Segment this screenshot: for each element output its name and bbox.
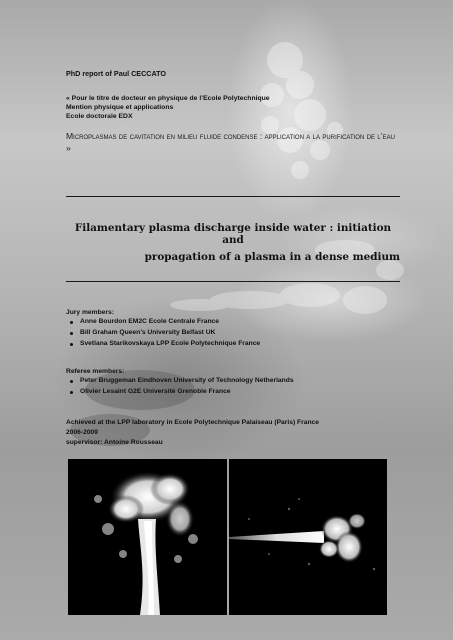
jury-heading: Jury members: (66, 309, 114, 316)
plasma-photo-left (68, 459, 227, 615)
author-line: PhD report of Paul CECCATO (66, 69, 166, 78)
jury-member: Anne Bourdon EM2C Ecole Centrale France (80, 317, 260, 327)
achievement-section (66, 418, 319, 448)
plasma-photo-right (229, 459, 387, 615)
main-title-line2: propagation of a plasma in a dense medium (144, 251, 400, 263)
school-line: Ecole doctorale EDX (66, 113, 133, 120)
main-title-line1: Filamentary plasma discharge inside water : initiation and (74, 222, 392, 246)
mention-line: Mention physique et applications (66, 104, 174, 111)
french-thesis-title: Microplasmas de cavitation en milieu fluide condense : application a la purification de l’eau » (66, 131, 395, 153)
plasma-horizontal-image (229, 459, 387, 615)
referee-heading: Referee members: (66, 368, 125, 375)
jury-section (66, 309, 260, 349)
referee-list (66, 376, 294, 397)
jury-member: Bill Graham Queen’s University Belfast UK (80, 328, 260, 338)
achieved-location: Achieved at the LPP laboratory in Ecole Polytechnique Palaiseau (Paris) France (66, 419, 319, 426)
supervisor-line: supervisor: Antoine Rousseau (66, 439, 163, 446)
jury-list (66, 317, 260, 349)
title-rule-top (66, 196, 400, 197)
achieved-years: 2006-2009 (66, 429, 98, 436)
degree-line: « Pour le titre de docteur en physique de l’Ecole Polytechnique (66, 95, 270, 102)
referee-section (66, 368, 294, 397)
referee-member: Olivier Lesaint G2E Université Grenoble France (80, 387, 294, 397)
referee-member: Peter Bruggeman Eindhoven University of Technology Netherlands (80, 377, 294, 384)
title-rule-bottom (66, 281, 400, 282)
jury-member: Svetlana Starikovskaya LPP Ecole Polytechnique France (80, 340, 261, 347)
plasma-vertical-image (68, 459, 227, 615)
